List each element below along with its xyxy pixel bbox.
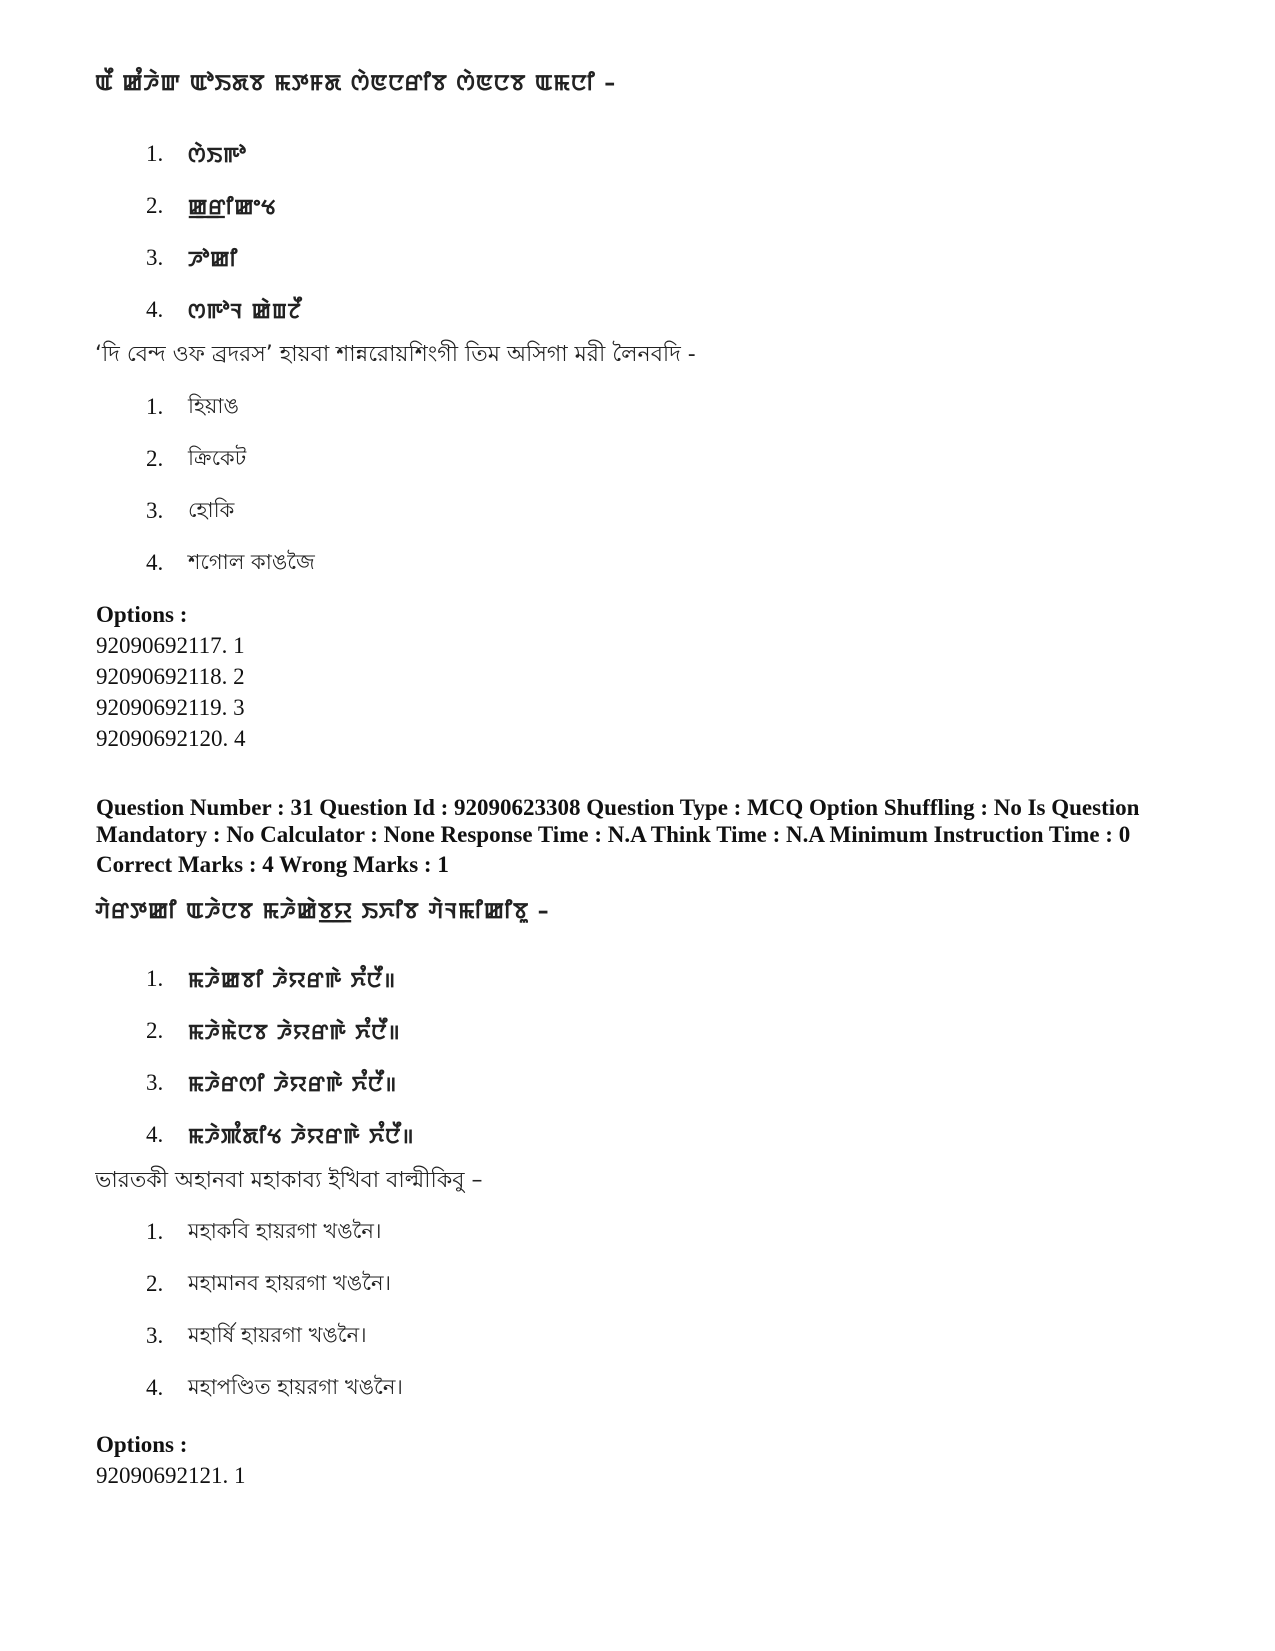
option-id-line: 92090692120. 4 bbox=[96, 726, 246, 751]
option-text: মহাপণ্ডিত হায়রগা খঙনৈ। bbox=[188, 1374, 403, 1399]
option-id-line: 92090692117. 1 bbox=[96, 633, 245, 658]
option-1-bengali bbox=[146, 390, 239, 424]
option-1-meitei bbox=[146, 137, 247, 171]
option-number: 2. bbox=[146, 1018, 164, 1043]
option-text: ক্রিকেট bbox=[188, 445, 247, 470]
option-number: 4. bbox=[146, 1122, 164, 1147]
option-id-line: 92090692119. 3 bbox=[96, 695, 245, 720]
option-text: ꯍꯣꯀꯤ bbox=[188, 246, 239, 271]
option-2-meitei bbox=[146, 189, 276, 223]
option-1-meitei bbox=[146, 962, 396, 996]
question-30-meitei-text: ꯑꯩ ꯀꯪꯍꯥꯛ ꯑꯣꯏꯗꯕ ꯃꯇꯝꯗ ꯁꯥꯟꯅꯔꯤꯕ ꯁꯥꯟꯅꯕ ꯑꯃꯅꯤ – bbox=[95, 70, 617, 96]
option-number: 3. bbox=[146, 1323, 164, 1348]
option-number: 3. bbox=[146, 1070, 164, 1095]
option-text: মহাকবি হায়রগা খঙনৈ। bbox=[188, 1218, 382, 1243]
option-number: 1. bbox=[146, 1219, 164, 1244]
option-number: 4. bbox=[146, 1375, 164, 1400]
option-4-bengali bbox=[146, 546, 315, 580]
option-number: 1. bbox=[146, 966, 164, 991]
options-heading: Options : bbox=[96, 602, 188, 627]
option-number: 4. bbox=[146, 550, 164, 575]
option-4-meitei bbox=[146, 1118, 415, 1152]
question-30-bengali-text: ‘দি বেন্দ ওফ ব্রদরস’ হায়বা শান্নরোয়শিংগী তিম অসিগা মরী লৈনবদি - bbox=[95, 341, 696, 367]
option-text: হোকি bbox=[188, 497, 235, 522]
option-4-bengali bbox=[146, 1371, 403, 1405]
option-2-bengali bbox=[146, 1267, 391, 1301]
option-text: ꯀ꯭ꯔꯤꯀꯦꯠ bbox=[188, 194, 277, 219]
option-text: ꯃꯍꯥꯔꯁꯤ ꯍꯥꯌꯔꯒꯥ ꯈꯪꯅꯩ॥ bbox=[188, 1071, 398, 1096]
options-heading: Options : bbox=[96, 1432, 188, 1457]
option-text: ꯁꯒꯣꯜ ꯀꯥꯡꯖꯩ bbox=[188, 298, 302, 323]
option-number: 2. bbox=[146, 1271, 164, 1296]
option-number: 1. bbox=[146, 141, 164, 166]
option-2-bengali bbox=[146, 442, 246, 476]
option-3-bengali bbox=[146, 494, 234, 528]
option-3-meitei bbox=[146, 1066, 397, 1100]
option-number: 2. bbox=[146, 446, 164, 471]
question-31-meitei-text: ꯚꯥꯔꯇꯀꯤ ꯑꯍꯥꯅꯕ ꯃꯍꯥꯀꯥꯕ꯭ꯌ ꯏꯈꯤꯕ ꯚꯥꯜꯃꯤꯀꯤꯕꯨ – bbox=[95, 898, 550, 924]
option-2-meitei bbox=[146, 1014, 401, 1048]
option-text: মহামানব হায়রগা খঙনৈ। bbox=[188, 1270, 392, 1295]
option-text: ꯃꯍꯥꯄꯪꯗꯤꯠ ꯍꯥꯌꯔꯒꯥ ꯈꯪꯅꯩ॥ bbox=[188, 1123, 415, 1148]
option-number: 1. bbox=[146, 394, 164, 419]
option-id-line: 92090692118. 2 bbox=[96, 664, 245, 689]
option-text: মহার্ষি হায়রগা খঙনৈ। bbox=[188, 1322, 367, 1347]
option-text: ꯃꯍꯥꯀꯕꯤ ꯍꯥꯌꯔꯒꯥ ꯈꯪꯅꯩ॥ bbox=[188, 967, 397, 992]
option-text: হিয়াঙ bbox=[188, 393, 239, 418]
option-number: 4. bbox=[146, 297, 164, 322]
option-4-meitei bbox=[146, 293, 302, 327]
option-number: 3. bbox=[146, 498, 164, 523]
option-1-bengali bbox=[146, 1215, 381, 1249]
option-text: ꯃꯍꯥꯃꯥꯅꯕ ꯍꯥꯌꯔꯒꯥ ꯈꯪꯅꯩ॥ bbox=[188, 1019, 401, 1044]
option-id-line: 92090692121. 1 bbox=[96, 1463, 246, 1488]
option-number: 2. bbox=[146, 193, 164, 218]
option-text: ꯁꯥꯏꯒꯣ bbox=[188, 142, 247, 167]
marks-line: Correct Marks : 4 Wrong Marks : 1 bbox=[96, 852, 449, 877]
option-3-meitei bbox=[146, 241, 238, 275]
question-31-bengali-text: ভারতকী অহানবা মহাকাব্য ইখিবা বাল্মীকিবু – bbox=[95, 1167, 483, 1193]
option-3-bengali bbox=[146, 1319, 367, 1353]
question-meta: Question Number : 31 Question Id : 92090623308 Question Type : MCQ Option Shuffling : No Is Question Mandatory : No Calculator : None Response Time : N.A Think Time : N.A Minimum Instruction Time : 0 bbox=[96, 795, 1140, 847]
option-number: 3. bbox=[146, 245, 164, 270]
option-text: শগোল কাঙজৈ bbox=[188, 549, 315, 574]
